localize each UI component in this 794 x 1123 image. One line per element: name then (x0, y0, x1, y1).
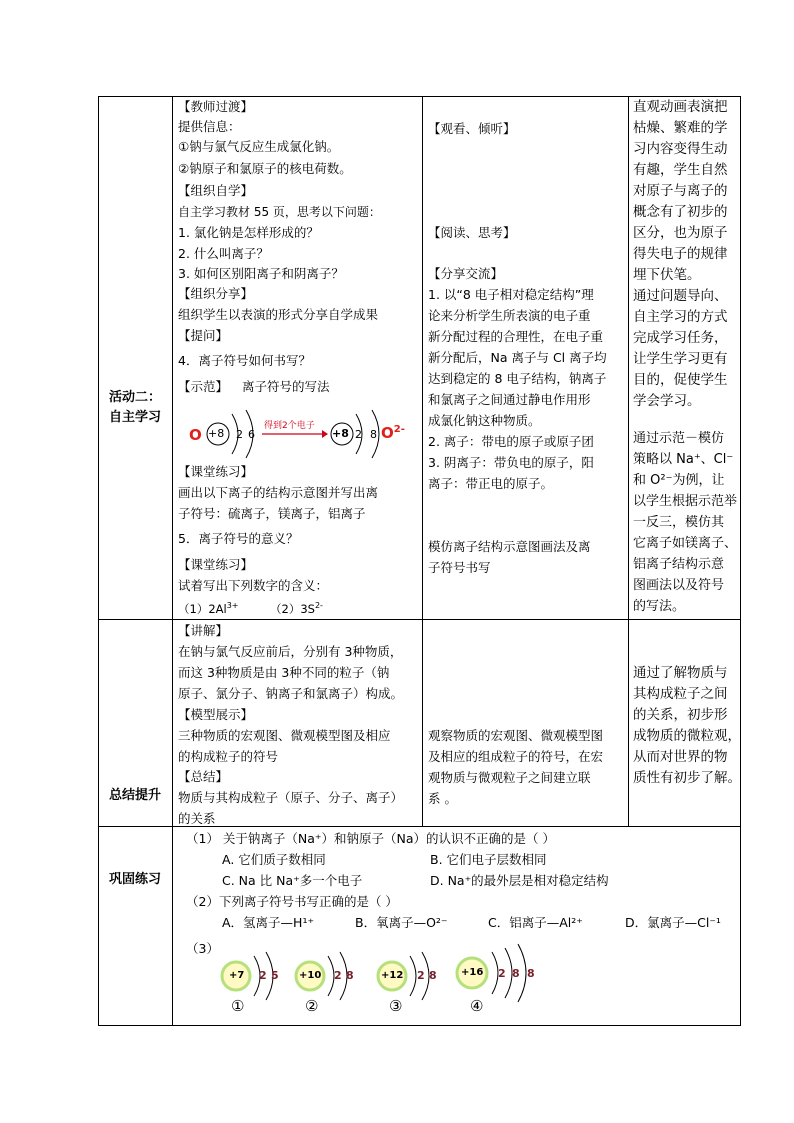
intent-line: 有趣，学生自然 (633, 162, 728, 178)
row-divider (98, 619, 741, 620)
observe-line: 观察物质的宏观图、微观模型图 (428, 728, 604, 743)
question-item: 5．离子符号的意义？ (178, 531, 299, 546)
atom-2-shell: 2 (334, 969, 342, 982)
intent-line: 通过问题导向、 (633, 288, 728, 304)
demo-heading: 【示范】 (178, 379, 229, 394)
exercise-question-1: （1） 关于钠离子（Na⁺）和钠原子（Na）的认识不正确的是（ ） (186, 831, 556, 846)
atom-1-shell: 5 (271, 969, 279, 982)
intent-line: 习内容变得生动 (633, 141, 728, 157)
intent-line: 区分，也为原子 (633, 225, 728, 241)
intent-line: 目的，促使学生 (633, 372, 728, 388)
practice-desc: 子符号：硫离子，镁离子，铝离子 (178, 506, 366, 521)
share-line: 新分配后，Na 离子与 Cl 离子均 (428, 350, 607, 365)
share-line: 论来分析学生所表演的电子重 (428, 308, 591, 323)
exercise-question-2: （2）下列离子符号书写正确的是（ ） (186, 894, 398, 909)
imitate-line: 子符号书写 (428, 560, 491, 575)
intent-line: 的写法。 (633, 599, 686, 614)
share-line: 和氯离子之间通过静电作用形 (428, 392, 591, 407)
intent-line: 以学生根据示范举 (633, 494, 738, 509)
row-label-self-study: 活动二： 自主学习 (108, 390, 161, 425)
intent-line: 其构成粒子之间 (633, 686, 728, 702)
intent-line: 通过示范－模仿 (633, 431, 725, 446)
model-line: 三种物质的宏观图、微观模型图及相应 (178, 728, 391, 743)
info-item: ②钠原子和氯原子的核电荷数。 (178, 161, 352, 176)
arrow-label: 得到2个电子 (264, 421, 315, 431)
oxide-ion-symbol: $O^{2-}$ (381, 424, 405, 442)
practice-desc: 试着写出下列数字的含义： (178, 578, 329, 593)
atom-4-label: ④ (470, 997, 484, 1015)
share-line: 2. 离子：带电的原子或原子团 (428, 434, 594, 449)
share-line: 新分配过程的合理性，在电子重 (428, 329, 604, 344)
option-b: B. 它们电子层数相同 (430, 852, 547, 867)
share-line: 3. 阴离子：带负电的原子，阳 (428, 455, 594, 470)
option-d: D．氯离子—Cl⁻¹ (625, 915, 721, 930)
option-a: A. 它们质子数相同 (222, 852, 326, 867)
intent-line: 通过了解物质与 (633, 665, 728, 681)
share-line: 离子：带正电的原子。 (428, 476, 554, 491)
practice-heading: 【课堂练习】 (178, 464, 254, 479)
gain-electrons-arrow (262, 430, 328, 438)
share-line: 达到稳定的 8 电子结构，钠离子 (428, 371, 607, 386)
atom-1-label: ① (231, 997, 245, 1015)
watch-heading: 【观看、倾听】 (428, 121, 516, 136)
oxide-shell-2: 8 (370, 428, 377, 441)
oxygen-symbol: O (189, 426, 202, 444)
model-heading: 【模型展示】 (178, 707, 254, 722)
row-label-summary: 总结提升 (108, 788, 161, 803)
row-label-practice: 巩固练习 (108, 872, 161, 887)
option-a: A．氢离子—H¹⁺ (222, 915, 315, 930)
atom-3-shell: 2 (417, 969, 425, 982)
intent-line: 铝离子结构示意 (633, 557, 725, 572)
oxygen-nucleus: +8 (208, 427, 225, 440)
intent-line: 策略以 Na⁺、Cl⁻ (633, 452, 734, 467)
atom-2-shell: 8 (346, 969, 354, 982)
oxygen-shell-1: 2 (236, 428, 243, 441)
model-line: 的构成粒子的符号 (178, 749, 279, 764)
intent-line: 成物质的微粒观， (633, 728, 741, 744)
lecture-line: 原子、氯分子、钠离子和氯离子）构成。 (178, 686, 404, 701)
read-heading: 【阅读、思考】 (428, 225, 516, 240)
atom-4-shell: 2 (498, 967, 506, 980)
intent-line: 完成学习任务， (633, 330, 728, 346)
intent-line: 质性有初步了解。 (633, 770, 741, 786)
share-desc: 组织学生以表演的形式分享自学成果 (178, 307, 379, 322)
share-line: 成氯化钠这种物质。 (428, 413, 541, 428)
atom-2-nucleus: +10 (299, 970, 322, 981)
organize-self-study-heading: 【组织自学】 (178, 183, 254, 198)
question-item: 2. 什么叫离子？ (178, 246, 269, 261)
option-c: C. Na 比 Na⁺多一个电子 (222, 873, 363, 888)
intent-line: 一反三，模仿其 (633, 515, 725, 530)
intent-line: 的关系，初步形 (633, 707, 728, 723)
col-divider (422, 96, 423, 826)
col-divider (628, 96, 629, 826)
intent-line: 对原子与离子的 (633, 183, 728, 199)
self-study-desc: 自主学习教材 55 页，思考以下问题： (178, 205, 381, 219)
intent-line: 让学生学习更有 (633, 351, 728, 367)
intent-line: 和 O²⁻为例，让 (633, 473, 725, 488)
intent-line: 得失电子的规律 (633, 246, 728, 262)
share-heading: 【分享交流】 (428, 266, 504, 281)
intent-line: 直观动画表演把 (633, 99, 728, 115)
atom-2-label: ② (305, 997, 319, 1015)
exercise-question-3: （3） (186, 941, 219, 956)
ask-heading: 【提问】 (178, 328, 229, 343)
question-item: 3. 如何区别阳离子和阴离子？ (178, 266, 344, 281)
practice-heading: 【课堂练习】 (178, 557, 254, 572)
share-line: 1. 以“8 电子相对稳定结构”理 (428, 287, 594, 302)
option-d: D. Na⁺的最外层是相对稳定结构 (430, 873, 609, 888)
lecture-line: 在钠与氯气反应前后，分别有 3种物质， (178, 644, 403, 659)
atom-3-label: ③ (389, 997, 403, 1015)
atom-1-shell: 2 (259, 969, 267, 982)
intent-line: 自主学习的方式 (633, 309, 728, 325)
organize-share-heading: 【组织分享】 (178, 286, 254, 301)
intent-line: 学会学习。 (633, 393, 701, 409)
info-item: ①钠与氯气反应生成氯化钠。 (178, 139, 340, 154)
atom-3-nucleus: +12 (381, 970, 404, 981)
summary-heading: 【总结】 (178, 769, 229, 784)
intent-line: 从而对世界的物 (633, 749, 728, 765)
intent-line: 概念有了初步的 (633, 204, 728, 220)
teacher-transition-heading: 【教师过渡】 (178, 99, 254, 114)
practice-desc: 画出以下离子的结构示意图并写出离 (178, 485, 379, 500)
observe-line: 观物质与微观粒子之间建立联 (428, 770, 591, 785)
atom-4-shell: 8 (527, 967, 535, 980)
option-b: B．氧离子—O²⁻ (355, 915, 448, 930)
oxide-nucleus: +8 (332, 427, 349, 440)
lecture-line: 而这 3种物质是由 3种不同的粒子（钠 (178, 665, 390, 680)
lecture-heading: 【讲解】 (178, 623, 229, 638)
observe-line: 系 。 (428, 791, 457, 806)
provide-info: 提供信息： (178, 119, 241, 134)
question-item: 1. 氯化钠是怎样形成的？ (178, 225, 319, 240)
observe-line: 及相应的组成粒子的符号，在宏 (428, 749, 604, 764)
summary-line: 物质与其构成粒子（原子、分子、离子） (178, 790, 404, 805)
oxygen-shell-2: 6 (248, 428, 255, 441)
atom-1-nucleus: +7 (229, 970, 245, 981)
col-divider (172, 96, 173, 1026)
intent-line: 枯燥、繁难的学 (633, 120, 728, 136)
intent-line: 它离子如镁离子、 (633, 536, 738, 551)
demo-title: 离子符号的写法 (242, 379, 330, 394)
summary-line: 的关系 (178, 811, 216, 826)
exercise-item: $(1)2Al^{3+}$ (178, 601, 239, 616)
option-c: C．铝离子—Al²⁺ (488, 915, 583, 930)
atom-4-shell: 8 (512, 967, 520, 980)
intent-line: 埋下伏笔。 (633, 267, 701, 283)
exercise-item: $(2)3S^{2-}$ (270, 601, 323, 616)
oxide-shell-1: 2 (355, 428, 362, 441)
atom-4-nucleus: +16 (461, 967, 484, 978)
intent-line: 图画法以及符号 (633, 578, 725, 593)
imitate-line: 模仿离子结构示意图画法及离 (428, 539, 591, 554)
atom-3-shell: 8 (429, 969, 437, 982)
question-item: 4．离子符号如何书写？ (178, 353, 311, 368)
